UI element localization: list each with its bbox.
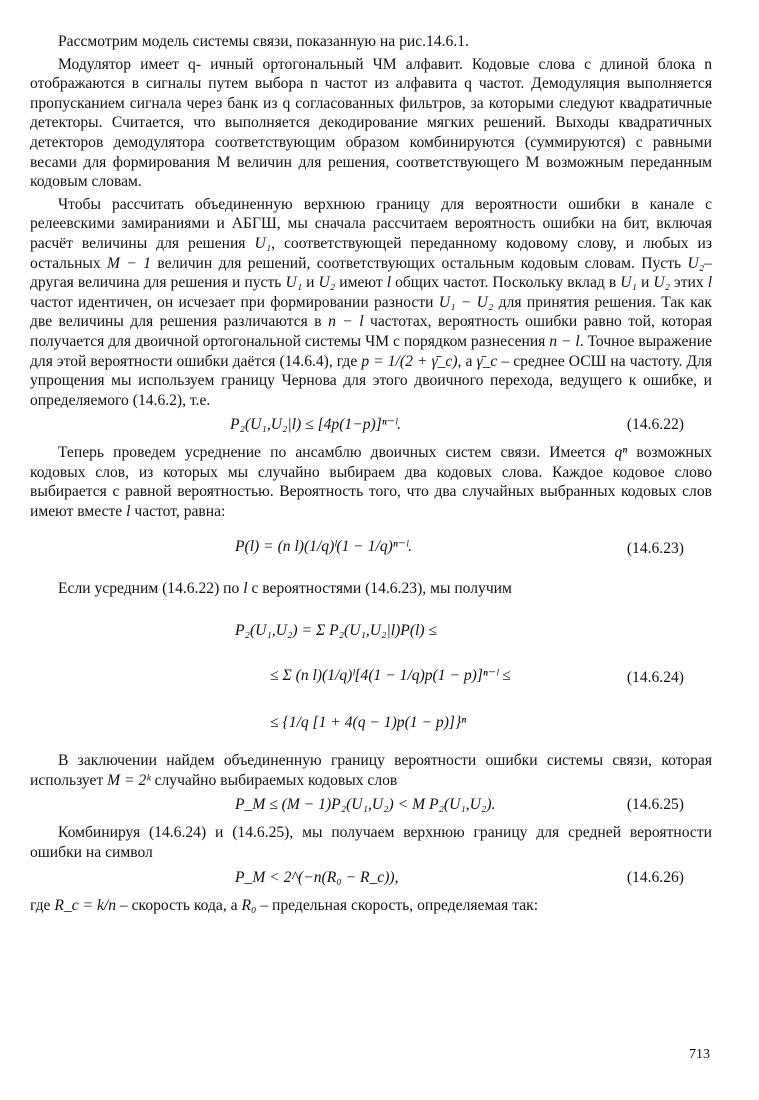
- page-body: [30, 32, 712, 918]
- equation-line-3: ≤ {1/q [1 + 4(q − 1)p(1 − p)]}ⁿ: [270, 714, 467, 732]
- paragraph-2: Модулятор имеет q- ичный ортогональный ЧМ алфавит. Кодовые слова с длиной блока n отображаются в сигналы путем выбора n частот из алфавита q частот. Демодуляция выполняется пропусканием сигнала через банк из q согласованных фильтров, за которыми следуют квадратичные детекторы. Считается, что выполняется декодирование мягких решений. Выходы квадратичных детекторов демодулятора соответствующим образом комбинируются (суммируются) с равными весами для формирования M величин для решения, соответствующего M возможным переданным кодовым словам.: [30, 55, 712, 191]
- equation-number: (14.6.25): [626, 796, 684, 814]
- paragraph-7: Комбинируя (14.6.24) и (14.6.25), мы получаем верхнюю границу для средней вероятности ошибки на символ: [30, 824, 712, 862]
- equation-14-6-23: P(l) = (n l)(1/q)ˡ(1 − 1/q)ⁿ⁻ˡ. (14.6.23): [235, 537, 684, 557]
- paragraph-4: Теперь проведем усреднение по ансамблю двоичных систем связи. Имеется qⁿ возможных кодовых слов, из которых мы случайно выбираем два кодовых слова. Каждое кодовое слово выбирается с равной вероятностью. Вероятность того, что два случайных выбранных кодовых слов имеют вместе l частот, равна:: [30, 444, 712, 521]
- equation-number: (14.6.23): [626, 539, 684, 557]
- paragraph-5: Если усредним (14.6.22) по l с вероятностями (14.6.23), мы получим: [58, 579, 512, 597]
- equation-14-6-26: P_M < 2^(−n(R₀ − R_c)), (14.6.26): [235, 868, 684, 886]
- equation-number: (14.6.26): [626, 868, 684, 886]
- paragraph-6: В заключении найдем объединенную границу вероятности ошибки системы связи, которая использует M = 2ᵏ случайно выбираемых кодовых слов: [30, 752, 712, 789]
- equation-14-6-22: P₂(U₁,U₂|l) ≤ [4p(1−p)]ⁿ⁻ˡ. (14.6.22): [230, 416, 684, 434]
- paragraph-8: где R_c = k/n – скорость кода, а R₀ – предельная скорость, определяемая так:: [30, 896, 539, 914]
- paragraph-1: Рассмотрим модель системы связи, показанную на рис.14.6.1.: [58, 33, 469, 50]
- equation-number: (14.6.22): [626, 416, 684, 434]
- equation-number: (14.6.24): [626, 669, 684, 687]
- paragraph-3: Чтобы рассчитать объединенную верхнюю границу для вероятности ошибки в канале с релеевскими замираниями и АБГШ, мы сначала рассчитаем вероятность ошибки на бит, включая расчёт величины для решения U₁, соответствующей переданному кодовому слову, и любых из остальных M − 1 величин для решений, соответствующих остальным кодовым словам. Пусть U₂– другая величина для решения и пусть U₁ и U₂ имеют l общих частот. Поскольку вклад в U₁ и U₂ этих l частот идентичен, он исчезает при формировании разности U₁ − U₂ для принятия решения. Так как две величины для решения различаются в n − l частотах, вероятность ошибки равно той, которая получается для двоичной ортогональной системы ЧМ с порядком разнесения n − l. Точное выражение для этой вероятности ошибки даётся (14.6.4), где p = 1/(2 + γ̄_c), а γ̄_c – среднее ОСШ на частоту. Для упрощения мы используем границу Чернова для этого двоичного перехода, ведущего к ошибке, и определяемого (14.6.2), т.е.: [30, 195, 713, 409]
- equation-line-2: ≤ Σ (n l)(1/q)ˡ[4(1 − 1/q)p(1 − p)]ⁿ⁻ˡ ≤: [270, 667, 511, 685]
- equation-14-6-24: [30, 601, 712, 751]
- equation-14-6-25: P_M ≤ (M − 1)P₂(U₁,U₂) < M P₂(U₁,U₂). (14.6.25): [235, 796, 684, 814]
- equation-line-1: P₂(U₁,U₂) = Σ P₂(U₁,U₂|l)P(l) ≤: [235, 622, 437, 640]
- page-number: 713: [689, 1047, 710, 1062]
